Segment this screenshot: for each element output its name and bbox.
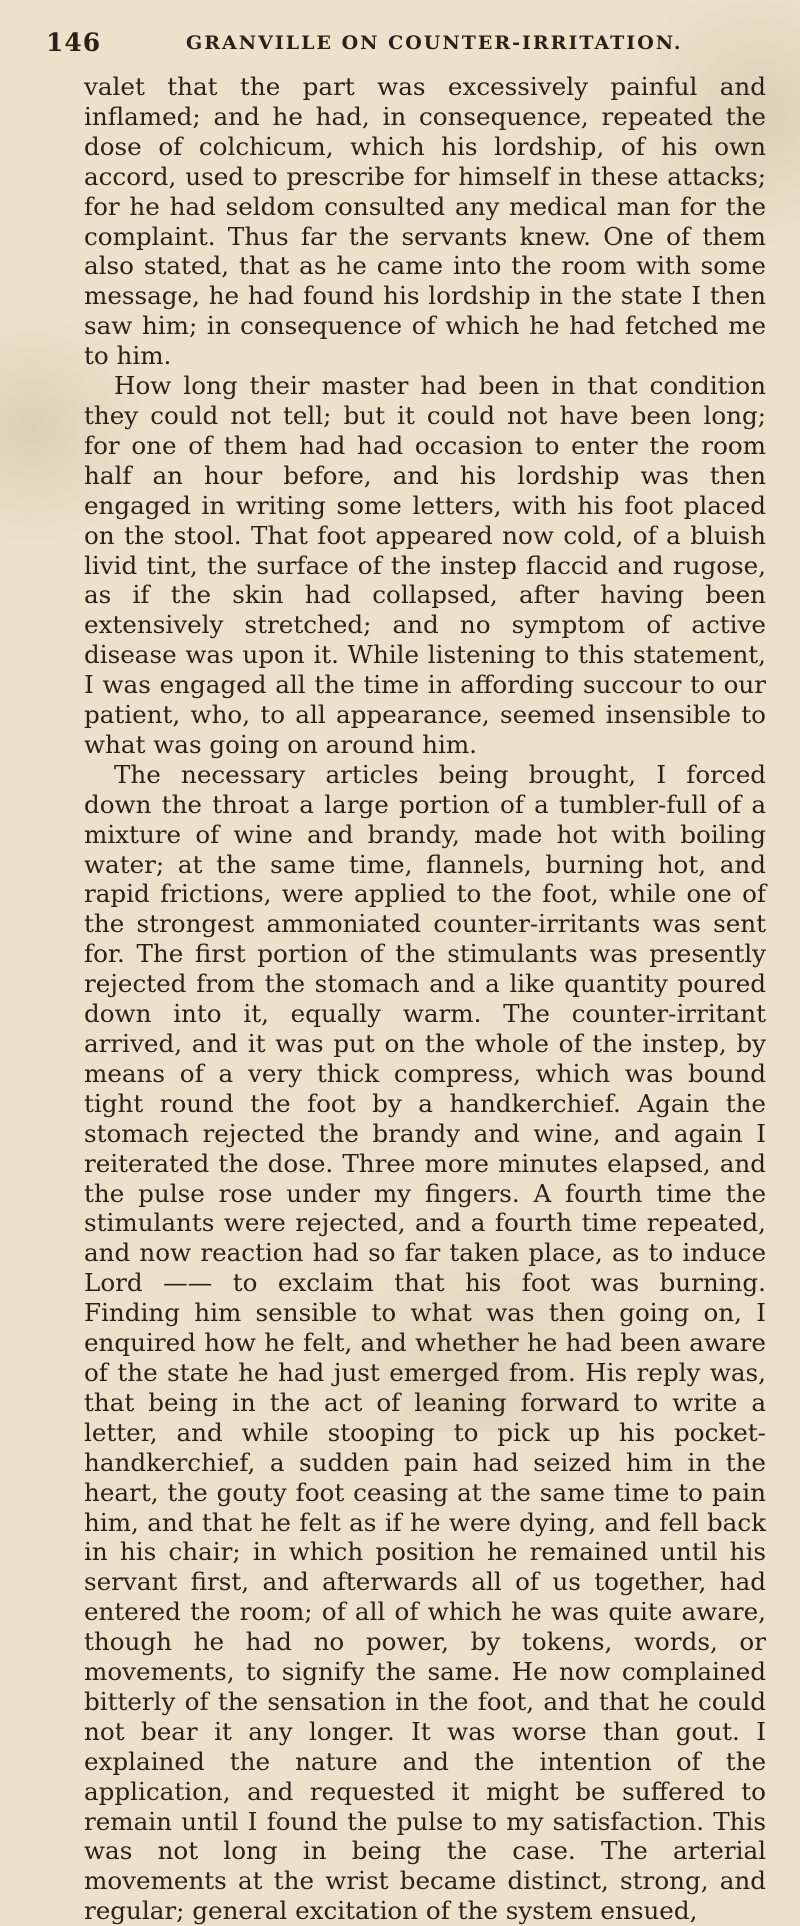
paragraph-necessary-articles: The necessary articles being brought, I forced down the throat a large portion of a tumbler-full of a mixture of wine and brandy, made hot with boiling water; at the same time, flannels, burning hot, and rapid frictions, were applied to the foot, while one of the strongest ammoniated counter-irritants was sent for. The first portion of the stimulants was presently rejected from the stomach and a like quantity poured down into it, equally warm. The counter-irritant arrived, and it was put on the whole of the instep, by means of a very thick compress, which was bound tight round the foot by a handkerchief. Again the stomach rejected the brandy and wine, and again I reiterated the dose. Three more minutes elapsed, and the pulse rose under my fingers. A fourth time the stimulants were rejected, and a fourth time repeated, and now reaction had so far taken place, as to induce Lord —— to exclaim that his foot was burning. Finding him sensible to what was then going on, I enquired how he felt, and whether he had been aware of the state he had just emerged from. His reply was, that being in the act of leaning forward to write a letter, and while stooping to pick up his pocket-handkerchief, a sudden pain had seized him in the heart, the gouty foot ceasing at the same time to pain him, and that he felt as if he were dying, and fell back in his chair; in which position he remained until his servant first, and afterwards all of us together, had entered the room; of all of which he was quite aware, though he had no power, by tokens, words, or movements, to signify the same. He now complained bitterly of the sensation in the foot, and that he could not bear it any longer. It was worse than gout. I explained the nature and the intention of the application, and requested it might be suffered to remain until I found the pulse to my satisfaction. This was not long in being the case. The arterial movements at the wrist became distinct, strong, and regular; general excitation of the system ensued, [84, 759, 766, 1926]
running-title: GRANVILLE ON COUNTER-IRRITATION. [186, 32, 683, 54]
body-text [84, 72, 766, 1926]
paragraph-how-long: How long their master had been in that condition they could not tell; but it could not have been long; for one of them had had occasion to enter the room half an hour before, and his lordship was then engaged in writing some letters, with his foot placed on the stool. That foot appeared now cold, of a bluish livid tint, the surface of the instep flaccid and rugose, as if the skin had collapsed, after having been extensively stretched; and no symptom of active disease was upon it. While listening to this statement, I was engaged all the time in affording succour to our patient, who, to all appearance, seemed insensible to what was going on around him. [84, 371, 766, 759]
paragraph-continuation: valet that the part was excessively painful and inflamed; and he had, in consequence, repeated the dose of colchicum, which his lordship, of his own accord, used to prescribe for himself in these attacks; for he had seldom consulted any medical man for the complaint. Thus far the servants knew. One of them also stated, that as he came into the room with some message, he had found his lordship in the state I then saw him; in consequence of which he had fetched me to him. [84, 72, 766, 371]
page-number: 146 [46, 28, 102, 57]
page-header [46, 22, 760, 62]
